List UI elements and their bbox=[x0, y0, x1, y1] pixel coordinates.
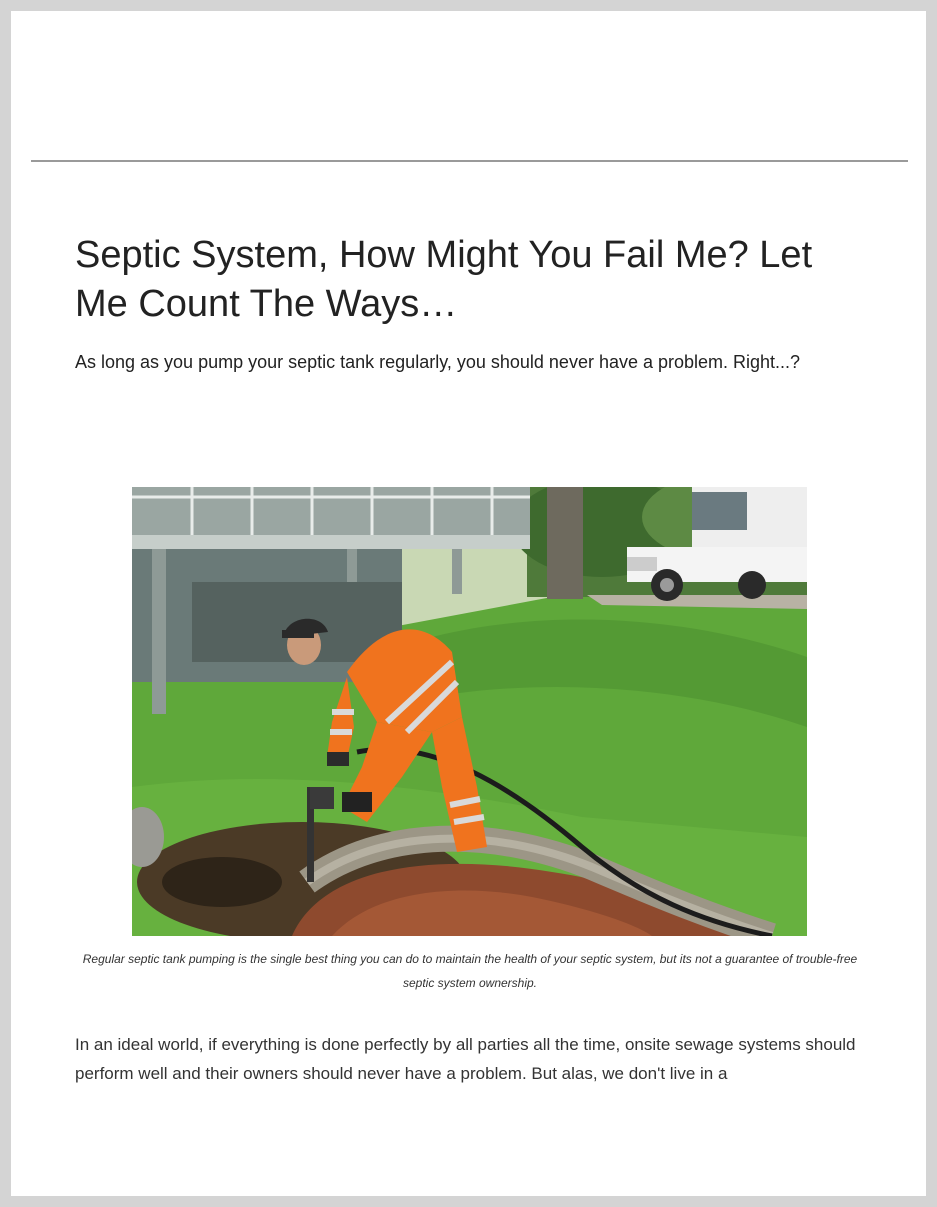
article-title: Septic System, How Might You Fail Me? Let Me Count The Ways… bbox=[75, 234, 813, 325]
figure-caption: Regular septic tank pumping is the single best thing you can do to maintain the health of your septic system, but its not a guarantee of trouble-free septic system ownership. bbox=[82, 952, 858, 990]
photo-tree-trunk bbox=[547, 487, 583, 599]
page-card bbox=[11, 11, 926, 1196]
article-figure bbox=[132, 487, 807, 936]
septic-pumping-photo bbox=[132, 487, 807, 936]
header-divider bbox=[31, 160, 908, 162]
article-subtitle: As long as you pump your septic tank regularly, you should never have a problem. Right...? bbox=[75, 352, 801, 372]
article-body-paragraph: In an ideal world, if everything is done perfectly by all parties all the time, onsite sewage systems should perform well and their owners should never have a problem. But alas, we don't live in a bbox=[75, 1035, 856, 1083]
article-header bbox=[75, 231, 865, 375]
